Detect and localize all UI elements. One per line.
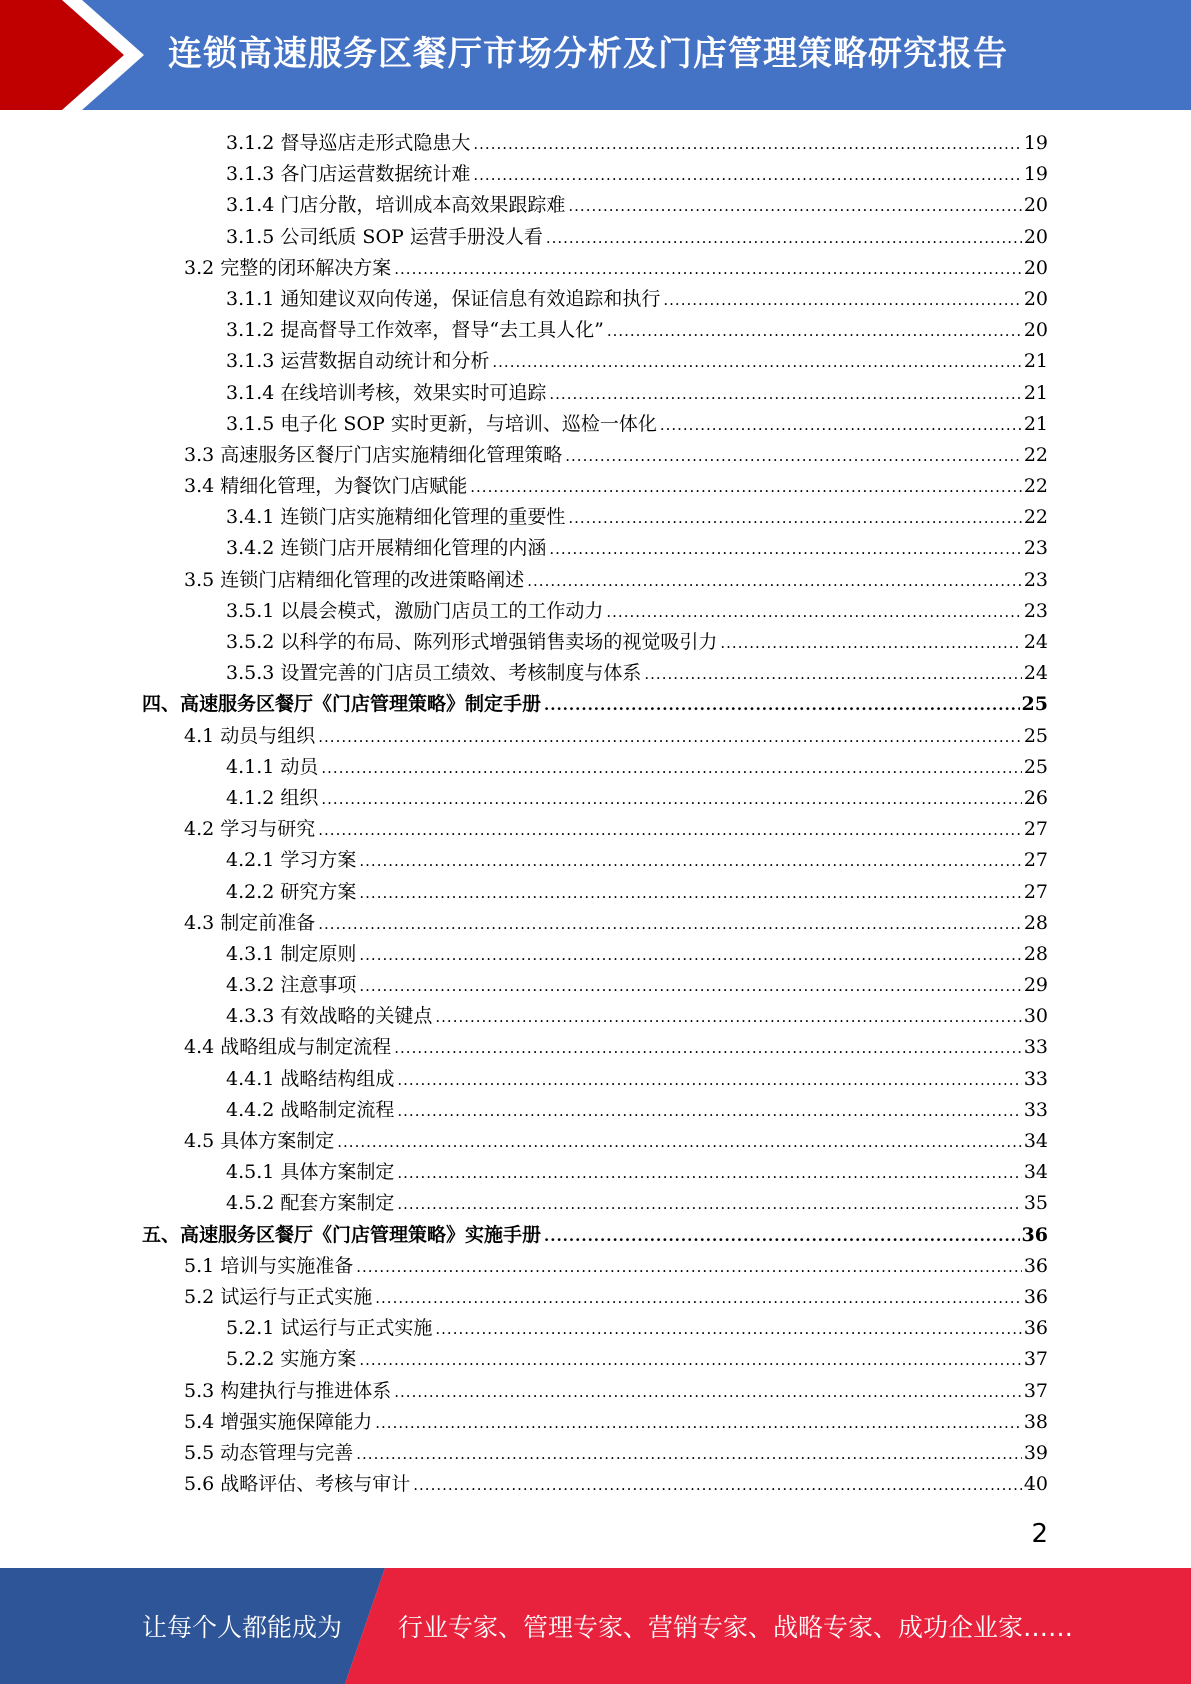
- toc-entry-page: 33: [1023, 1098, 1048, 1121]
- toc-entry-title: 5.5 动态管理与完善: [184, 1441, 354, 1464]
- footer-slogan-left: 让每个人都能成为: [142, 1613, 343, 1642]
- toc-entry-title: 5.4 增强实施保障能力: [184, 1410, 373, 1433]
- toc-entry-page: 33: [1023, 1036, 1048, 1059]
- toc-entry[interactable]: [0, 721, 1191, 752]
- header-title: 连锁高速服务区餐厅市场分析及门店管理策略研究报告: [168, 34, 1008, 74]
- toc-entry-title: 3.3 高速服务区餐厅门店实施精细化管理策略: [184, 443, 563, 466]
- toc-entry[interactable]: [0, 471, 1191, 502]
- toc-entry-title: 3.1.4 在线培训考核，效果实时可追踪: [226, 381, 547, 404]
- toc-entry[interactable]: [0, 1001, 1191, 1032]
- toc-entry-page: 29: [1023, 974, 1048, 997]
- toc-entry-page: 22: [1023, 443, 1048, 466]
- toc-leader-dots: [606, 596, 1021, 627]
- toc-leader-dots: [607, 315, 1022, 346]
- toc-leader-dots: [397, 1095, 1021, 1126]
- toc-leader-dots: [473, 159, 1021, 190]
- toc-entry-title: 4.5 具体方案制定: [184, 1130, 335, 1152]
- toc-entry-page: 26: [1023, 786, 1048, 809]
- toc-entry-title: 4.2 学习与研究: [184, 818, 316, 841]
- toc-entry-page: 23: [1023, 568, 1048, 591]
- toc-entry-page: 40: [1023, 1473, 1048, 1496]
- toc-entry[interactable]: [0, 409, 1191, 440]
- toc-leader-dots: [544, 1220, 1020, 1251]
- toc-entry-title: 4.4 战略组成与制定流程: [184, 1036, 392, 1059]
- toc-entry-page: 36: [1023, 1285, 1048, 1308]
- toc-entry[interactable]: [0, 877, 1191, 908]
- toc-entry-title: 3.1.3 运营数据自动统计和分析: [226, 350, 490, 373]
- toc-entry-title: 4.4.2 战略制定流程: [226, 1098, 395, 1121]
- toc-entry-page: 35: [1023, 1192, 1048, 1215]
- toc-entry[interactable]: [0, 752, 1191, 783]
- toc-entry-title: 3.1.1 通知建议双向传递，保证信息有效追踪和执行: [226, 287, 661, 310]
- toc-entry[interactable]: [0, 440, 1191, 471]
- toc-entry[interactable]: [0, 159, 1191, 190]
- toc-entry-title: 5.2.2 实施方案: [226, 1348, 357, 1371]
- toc-entry-title: 4.3 制定前准备: [184, 911, 316, 934]
- toc-entry-title: 3.1.2 提高督导工作效率，督导“去工具人化”: [226, 319, 604, 342]
- toc-entry-title: 5.1 培训与实施准备: [184, 1254, 354, 1277]
- toc-entry-title: 4.2.2 研究方案: [226, 880, 357, 903]
- toc-entry[interactable]: [0, 284, 1191, 315]
- toc-entry-title: 3.1.5 公司纸质 SOP 运营手册没人看: [226, 225, 543, 248]
- toc-entry-title: 四、高速服务区餐厅《门店管理策略》制定手册: [142, 693, 542, 716]
- toc-leader-dots: [544, 689, 1020, 720]
- toc-leader-dots: [527, 565, 1022, 596]
- toc-entry-title: 3.5.1 以晨会模式，激励门店员工的工作动力: [226, 599, 604, 622]
- toc-leader-dots: [413, 1469, 1022, 1500]
- toc-entry-page: 28: [1023, 911, 1048, 934]
- toc-entry-page: 28: [1023, 942, 1048, 965]
- toc-entry[interactable]: [0, 814, 1191, 845]
- toc-entry[interactable]: [0, 1407, 1191, 1438]
- toc-entry-page: 19: [1023, 132, 1048, 154]
- toc-entry-page: 23: [1023, 599, 1048, 622]
- toc-entry[interactable]: [0, 1157, 1191, 1188]
- toc-entry-title: 5.2.1 试运行与正式实施: [226, 1317, 433, 1340]
- toc-entry-page: 20: [1023, 256, 1048, 279]
- toc-entry-title: 3.1.2 督导巡店走形式隐患大: [226, 132, 471, 154]
- toc-leader-dots: [470, 471, 1022, 502]
- toc-entry[interactable]: [0, 1376, 1191, 1407]
- toc-entry[interactable]: [0, 783, 1191, 814]
- toc-entry-page: 19: [1023, 163, 1048, 186]
- toc-leader-dots: [318, 814, 1022, 845]
- toc-entry-page: 37: [1023, 1348, 1048, 1371]
- toc-leader-dots: [359, 970, 1021, 1001]
- toc-entry-title: 3.5.3 设置完善的门店员工绩效、考核制度与体系: [226, 662, 642, 685]
- toc-entry[interactable]: [0, 128, 1191, 159]
- header-chevron-decoration: [0, 0, 170, 110]
- footer-slogan-right: 行业专家、管理专家、营销专家、战略专家、成功企业家……: [398, 1613, 1074, 1642]
- toc-entry[interactable]: [0, 627, 1191, 658]
- toc-entry-title: 3.4.1 连锁门店实施精细化管理的重要性: [226, 506, 566, 529]
- toc-entry-page: 30: [1023, 1005, 1048, 1028]
- toc-leader-dots: [318, 721, 1022, 752]
- toc-entry-title: 4.5.2 配套方案制定: [226, 1192, 395, 1215]
- toc-entry-page: 27: [1023, 849, 1048, 872]
- toc-entry-title: 3.2 完整的闭环解决方案: [184, 256, 392, 279]
- toc-entry-page: 20: [1023, 194, 1048, 217]
- toc-leader-dots: [492, 346, 1021, 377]
- toc-entry-page: 21: [1023, 381, 1048, 404]
- toc-leader-dots: [356, 1251, 1022, 1282]
- toc-entry[interactable]: [0, 315, 1191, 346]
- toc-leader-dots: [473, 128, 1021, 159]
- toc-entry-page: 39: [1023, 1441, 1048, 1464]
- toc-entry[interactable]: [0, 970, 1191, 1001]
- toc-leader-dots: [359, 1344, 1021, 1375]
- toc-leader-dots: [359, 939, 1021, 970]
- toc-entry[interactable]: [0, 689, 1191, 720]
- toc-entry[interactable]: [0, 190, 1191, 221]
- toc-entry-page: 25: [1023, 755, 1048, 778]
- toc-entry-page: 20: [1023, 225, 1048, 248]
- toc-entry[interactable]: [0, 1188, 1191, 1219]
- toc-leader-dots: [394, 1376, 1022, 1407]
- toc-entry[interactable]: [0, 939, 1191, 970]
- toc-leader-dots: [644, 658, 1021, 689]
- toc-entry-page: 25: [1023, 724, 1048, 747]
- toc-entry-title: 4.5.1 具体方案制定: [226, 1161, 395, 1184]
- toc-entry[interactable]: [0, 845, 1191, 876]
- toc-entry[interactable]: [0, 1220, 1191, 1251]
- toc-entry-title: 五、高速服务区餐厅《门店管理策略》实施手册: [142, 1223, 542, 1246]
- toc-leader-dots: [359, 845, 1021, 876]
- toc-leader-dots: [568, 190, 1021, 221]
- toc-entry[interactable]: [0, 1282, 1191, 1313]
- toc-entry-page: 27: [1023, 818, 1048, 841]
- toc-entry-title: 4.3.3 有效战略的关键点: [226, 1005, 433, 1028]
- toc-leader-dots: [397, 1157, 1021, 1188]
- toc-entry-title: 3.4 精细化管理，为餐饮门店赋能: [184, 475, 468, 498]
- toc-entry[interactable]: [0, 253, 1191, 284]
- toc-leader-dots: [549, 378, 1021, 409]
- toc-entry[interactable]: [0, 565, 1191, 596]
- toc-entry[interactable]: [0, 378, 1191, 409]
- toc-entry-title: 3.5.2 以科学的布局、陈列形式增强销售卖场的视觉吸引力: [226, 631, 718, 653]
- toc-entry-page: 22: [1023, 475, 1048, 498]
- toc-entry-page: 20: [1023, 287, 1048, 310]
- toc-entry[interactable]: [0, 346, 1191, 377]
- page-header: [0, 0, 1191, 110]
- toc-entry-page: 37: [1023, 1379, 1048, 1402]
- toc-entry-title: 3.5 连锁门店精细化管理的改进策略阐述: [184, 568, 525, 591]
- toc-entry-page: 27: [1023, 880, 1048, 903]
- toc-entry[interactable]: [0, 596, 1191, 627]
- toc-leader-dots: [720, 627, 1021, 658]
- toc-entry[interactable]: [0, 533, 1191, 564]
- toc-entry[interactable]: [0, 908, 1191, 939]
- page-footer: [0, 1568, 1191, 1684]
- toc-leader-dots: [321, 783, 1021, 814]
- toc-leader-dots: [397, 1188, 1021, 1219]
- toc-entry[interactable]: [0, 1313, 1191, 1344]
- toc-entry[interactable]: [0, 1469, 1191, 1500]
- toc-entry-title: 4.3.1 制定原则: [226, 942, 357, 965]
- toc-entry[interactable]: [0, 222, 1191, 253]
- toc-leader-dots: [356, 1438, 1022, 1469]
- toc-entry[interactable]: [0, 1095, 1191, 1126]
- toc-entry-page: 33: [1023, 1067, 1048, 1090]
- toc-leader-dots: [394, 1032, 1022, 1063]
- toc-leader-dots: [549, 533, 1021, 564]
- toc-entry-page: 36: [1021, 1223, 1048, 1246]
- toc-entry-page: 23: [1023, 537, 1048, 560]
- toc-entry-title: 3.1.5 电子化 SOP 实时更新，与培训、巡检一体化: [226, 412, 657, 435]
- toc-leader-dots: [394, 253, 1022, 284]
- toc-entry-title: 5.3 构建执行与推进体系: [184, 1379, 392, 1402]
- toc-leader-dots: [663, 284, 1021, 315]
- toc-leader-dots: [565, 440, 1022, 471]
- toc-entry[interactable]: [0, 1438, 1191, 1469]
- toc-entry-page: 21: [1023, 350, 1048, 373]
- toc-leader-dots: [337, 1126, 1022, 1157]
- toc-entry-title: 4.1.2 组织: [226, 786, 319, 809]
- toc-leader-dots: [397, 1064, 1021, 1095]
- toc-leader-dots: [546, 222, 1022, 253]
- toc-entry[interactable]: [0, 1251, 1191, 1282]
- toc-leader-dots: [321, 752, 1021, 783]
- toc-entry-title: 3.1.4 门店分散，培训成本高效果跟踪难: [226, 194, 566, 217]
- toc-entry-page: 22: [1023, 506, 1048, 529]
- toc-entry[interactable]: [0, 502, 1191, 533]
- toc-leader-dots: [660, 409, 1022, 440]
- toc-entry-title: 3.4.2 连锁门店开展精细化管理的内涵: [226, 537, 547, 560]
- toc-leader-dots: [375, 1282, 1022, 1313]
- toc-entry-title: 4.1 动员与组织: [184, 724, 316, 747]
- toc-leader-dots: [375, 1407, 1022, 1438]
- toc-entry[interactable]: [0, 1032, 1191, 1063]
- toc-leader-dots: [435, 1313, 1021, 1344]
- toc-entry-page: 38: [1023, 1410, 1048, 1433]
- toc-entry-title: 3.1.3 各门店运营数据统计难: [226, 163, 471, 186]
- toc-entry-title: 4.3.2 注意事项: [226, 974, 357, 997]
- toc-entry[interactable]: [0, 1064, 1191, 1095]
- toc-entry-title: 4.1.1 动员: [226, 755, 319, 778]
- toc-entry-title: 4.4.1 战略结构组成: [226, 1067, 395, 1090]
- toc-entry[interactable]: [0, 658, 1191, 689]
- toc-leader-dots: [318, 908, 1022, 939]
- toc-entry-page: 24: [1023, 631, 1048, 653]
- page-number: 2: [1031, 1519, 1048, 1549]
- toc-entry-page: 34: [1023, 1161, 1048, 1184]
- toc-leader-dots: [435, 1001, 1021, 1032]
- toc-entry-page: 36: [1023, 1254, 1048, 1277]
- toc-leader-dots: [359, 877, 1021, 908]
- toc-entry-page: 20: [1023, 319, 1048, 342]
- toc-leader-dots: [568, 502, 1021, 533]
- table-of-contents: [0, 128, 1191, 1500]
- toc-entry-page: 24: [1023, 662, 1048, 685]
- toc-entry-page: 25: [1021, 693, 1048, 716]
- toc-entry-title: 5.6 战略评估、考核与审计: [184, 1473, 411, 1496]
- toc-entry-page: 21: [1023, 412, 1048, 435]
- toc-entry-page: 36: [1023, 1317, 1048, 1340]
- toc-entry-title: 5.2 试运行与正式实施: [184, 1285, 373, 1308]
- toc-entry[interactable]: [0, 1344, 1191, 1375]
- toc-entry-page: 34: [1023, 1130, 1048, 1152]
- toc-entry[interactable]: [0, 1126, 1191, 1157]
- toc-entry-title: 4.2.1 学习方案: [226, 849, 357, 872]
